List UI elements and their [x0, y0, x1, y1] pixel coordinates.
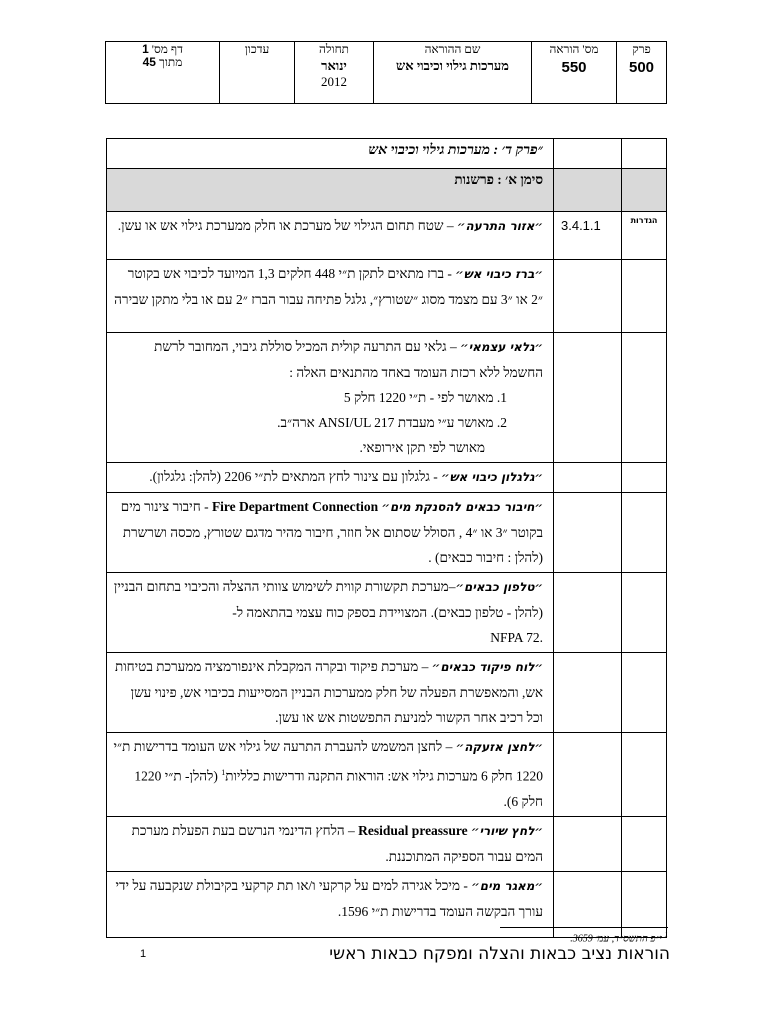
table-row — [107, 733, 667, 817]
section-number: 3.4.1.1 — [554, 212, 622, 260]
chapter-cell — [617, 42, 667, 104]
header-table — [105, 41, 667, 104]
definition-term: ״חיבור כבאים להסנקת מים״ — [381, 500, 543, 514]
definition-text: - ברז מתאים לתקן ת״י 448 חלקים 1,3 המיועד לכיבוי אש בקוטר ״2 או ״3 עם מצמד מסוג ״שטורץ״, גלגל פתיחה עבור הברז ״2 עם או בלי מתקן שבירה — [114, 266, 543, 307]
footnote-rule — [500, 927, 668, 928]
effective-year: 2012 — [321, 74, 347, 89]
instruction-name-cell — [374, 42, 532, 104]
definition-text: –מערכת תקשורת קווית לשימוש צוותי ההצלה והכיבוי בתחום הבניין (להלן - טלפון כבאים). המצויידת בספק כוח עצמי בהתאמה ל- — [113, 579, 543, 620]
definition-term: ״מאגר מים״ — [471, 878, 543, 893]
footnote-number: 1 — [664, 931, 668, 939]
definition-text: – מערכת פיקוד ובקרה המקבלת אינפורמציה ממערכת בטיחות אש, והמאפשרת הפעלה של חלק ממערכות הבניין המסייעות בכיבוי אש, פינוי עשן וכל רכיב אחר הקשור למניעת התפשטות אש או עשן. — [114, 659, 543, 725]
table-row — [107, 333, 667, 463]
section-title-row — [107, 169, 667, 212]
english-term: Fire Department Connection — [211, 499, 379, 514]
chapter-value: 500 — [628, 59, 655, 76]
of-label: מתוך — [158, 55, 183, 69]
table-row — [107, 212, 667, 260]
effective-cell — [295, 42, 374, 104]
table-row — [107, 493, 667, 573]
table-row — [107, 816, 667, 871]
list-item: 2. מאושר ע״י מעבדת ANSI/UL 217 ארה״ב. — [277, 415, 507, 430]
chapter-label: פרק — [632, 42, 651, 56]
section-title: סימן א׳ : פרשנות — [107, 169, 554, 212]
instruction-name-value: מערכות גילוי וכיבוי אש — [396, 58, 509, 73]
list-item: מאושר לפי תקן אירופאי. — [359, 440, 485, 455]
update-label: עדכון — [244, 42, 270, 56]
page-value: 1 — [142, 42, 149, 56]
definition-term: ״לחץ שיורי״ — [470, 823, 543, 838]
effective-label: תחולה — [318, 42, 349, 56]
list-item: 1. מאושר לפי - ת״י 1220 חלק 5 — [343, 390, 507, 405]
instruction-no-label: מס' הוראה — [549, 42, 599, 56]
page-label: דף מס' — [151, 42, 183, 56]
footnote — [500, 931, 668, 944]
footer-text: הוראות נציב כבאות והצלה ומפקח כבאות ראשי — [329, 944, 670, 964]
definition-term: ״גלגלון כיבוי אש״ — [441, 470, 543, 484]
footnote-reference: 1 — [221, 768, 226, 777]
definition-ending: NFPA 72. — [490, 630, 543, 645]
instruction-no-cell — [532, 42, 617, 104]
definition-term: ״אזור התרעה״ — [456, 219, 543, 233]
definition-text: - מיכל אגירה למים על קרקעי ו/או תת קרקעי בקיבולת שנקבעה על ידי עורך הבקשה העומד בדרישות ת״י 1596. — [115, 877, 543, 919]
instruction-no-value: 550 — [561, 59, 587, 76]
definition-text: - גלגלון עם צינור לחץ המתאים לת״י 2206 (להלן: גלגלון). — [149, 469, 442, 484]
effective-month: ינואר — [321, 58, 347, 73]
instruction-name-label: שם ההוראה — [424, 42, 481, 56]
table-row — [107, 653, 667, 733]
definition-text: – הלחץ הדינמי הנרשם בעת הפעלת מערכת המים עבור הספיקה המתוכננת. — [131, 822, 543, 864]
definition-text: – לחצן המשמש להעברת התרעה של גילוי אש העומד בדרישות ת״י 1220 חלק 6 מערכות גילוי אש: הוראות התקנה ודרישות כלליות — [113, 739, 543, 784]
category-label: הגדרות — [622, 212, 667, 260]
definition-term: ״טלפון כבאים״ — [455, 580, 543, 594]
chapter-title: ״פרק ד׳ : מערכות גילוי וכיבוי אש — [107, 139, 554, 169]
definition-term: ״לחצן אזעקה״ — [455, 740, 543, 754]
table-title-row — [107, 139, 667, 169]
page-number: 1 — [140, 948, 147, 960]
definition-term: ״גלאי עצמאי״ — [460, 340, 543, 354]
table-row — [107, 573, 667, 653]
of-value: 45 — [142, 55, 156, 69]
definition-term: ״ברז כיבוי אש״ — [455, 267, 543, 281]
definition-text: - חיבור צינור מים בקוטר ״3 או ״4 , הסולל שסתום אל חוזר, חיבור מהיר מדגם שטורץ, מכסה ושרשרת (להלן : חיבור כבאים) . — [120, 499, 543, 565]
table-row — [107, 463, 667, 493]
definition-tail: (להלן- ת״י 1220 חלק 6). — [134, 768, 543, 809]
page-cell — [106, 42, 220, 104]
definitions-table — [106, 138, 667, 938]
update-cell — [220, 42, 295, 104]
table-row — [107, 260, 667, 333]
english-term: Residual preassure — [358, 822, 468, 838]
definition-term: ״לוח פיקוד כבאים״ — [431, 660, 543, 674]
footnote-text: י״פ התשס״ד, עמ׳ 3659. — [570, 933, 662, 945]
definition-text: – שטח תחום הגילוי של מערכת או חלק ממערכת גילוי אש או עשן. — [117, 218, 457, 233]
definition-text: – גלאי עם התרעה קולית המכיל סוללת גיבוי, המחובר לרשת החשמל ללא רכזת העומד באחד מהתנאים האלה : — [154, 339, 543, 380]
